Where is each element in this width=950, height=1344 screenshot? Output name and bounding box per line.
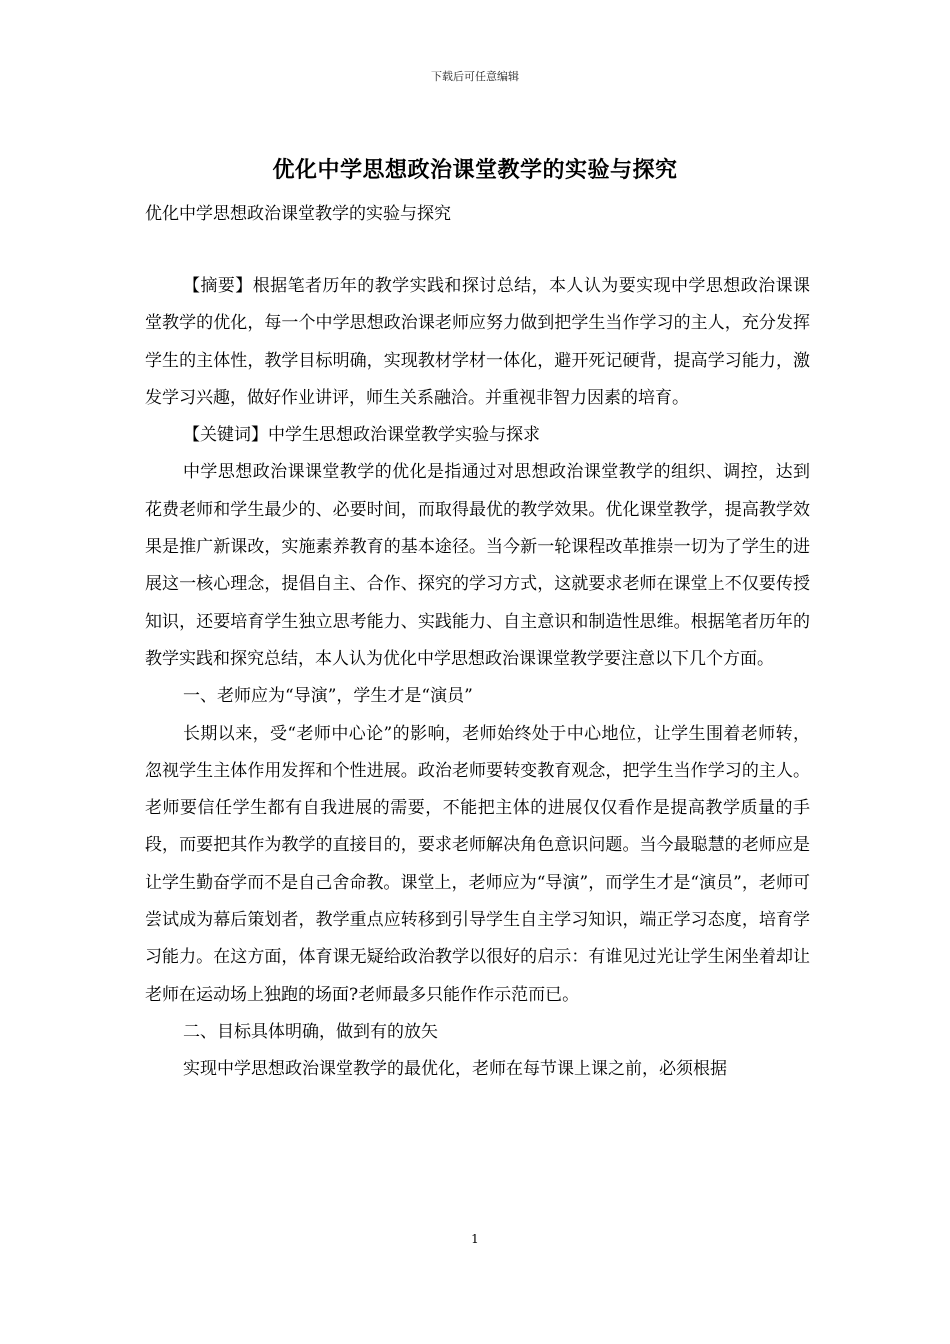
- document-title: 优化中学思想政治课堂教学的实验与探究: [272, 158, 678, 183]
- body-text: [145, 268, 810, 1089]
- section-heading-1: 一、老师应为“导演”，学生才是“演员”: [183, 686, 473, 707]
- abstract-paragraph: 【摘要】根据笔者历年的教学实践和探讨总结，本人认为要实现中学思想政治课课堂教学的优化，每一个中学思想政治课老师应努力做到把学生当作学习的主人，充分发挥学生的主体性，教学目标明确，实现教材学材一体化，避开死记硬背，提高学习能力，激发学习兴趣，做好作业讲评，师生关系融洽。并重视非智力因素的培育。: [145, 276, 810, 408]
- section-1-paragraph: 长期以来，受“老师中心论”的影响，老师始终处于中心地位，让学生围着老师转，忽视学生主体作用发挥和个性进展。政治老师要转变教育观念，把学生当作学习的主人。老师要信任学生都有自我进展的需要，不能把主体的进展仅仅看作是提高教学质量的手段，而要把其作为教学的直接目的，要求老师解决角色意识问题。当今最聪慧的老师应是让学生勤奋学而不是自己舍命教。课堂上，老师应为“导演”，而学生才是“演员”，老师可尝试成为幕后策划者，教学重点应转移到引导学生自主学习知识，端正学习态度，培育学习能力。在这方面，体育课无疑给政治教学以很好的启示：有谁见过光让学生闲坐着却让老师在运动场上独跑的场面?老师最多只能作作示范而已。: [145, 723, 810, 1005]
- keywords-paragraph: 【关键词】中学生思想政治课堂教学实验与探求: [183, 425, 540, 446]
- page-number: 1: [471, 1232, 479, 1246]
- section-2-paragraph: 实现中学思想政治课堂教学的最优化，老师在每节课上课之前，必须根据: [183, 1059, 727, 1080]
- section-heading-2: 二、目标具体明确，做到有的放矢: [183, 1021, 438, 1042]
- header-note: 下载后可任意编辑: [431, 70, 519, 83]
- intro-paragraph: 中学思想政治课课堂教学的优化是指通过对思想政治课堂教学的组织、调控，达到花费老师和学生最少的、必要时间，而取得最优的教学效果。优化课堂教学，提高教学效果是推广新课改，实施素养教育的基本途径。当今新一轮课程改革推崇一切为了学生的进展这一核心理念，提倡自主、合作、探究的学习方式，这就要求老师在课堂上不仅要传授知识，还要培育学生独立思考能力、实践能力、自主意识和制造性思维。根据笔者历年的教学实践和探究总结，本人认为优化中学思想政治课课堂教学要注意以下几个方面。: [145, 462, 810, 669]
- document-subtitle: 优化中学思想政治课堂教学的实验与探究: [145, 204, 451, 224]
